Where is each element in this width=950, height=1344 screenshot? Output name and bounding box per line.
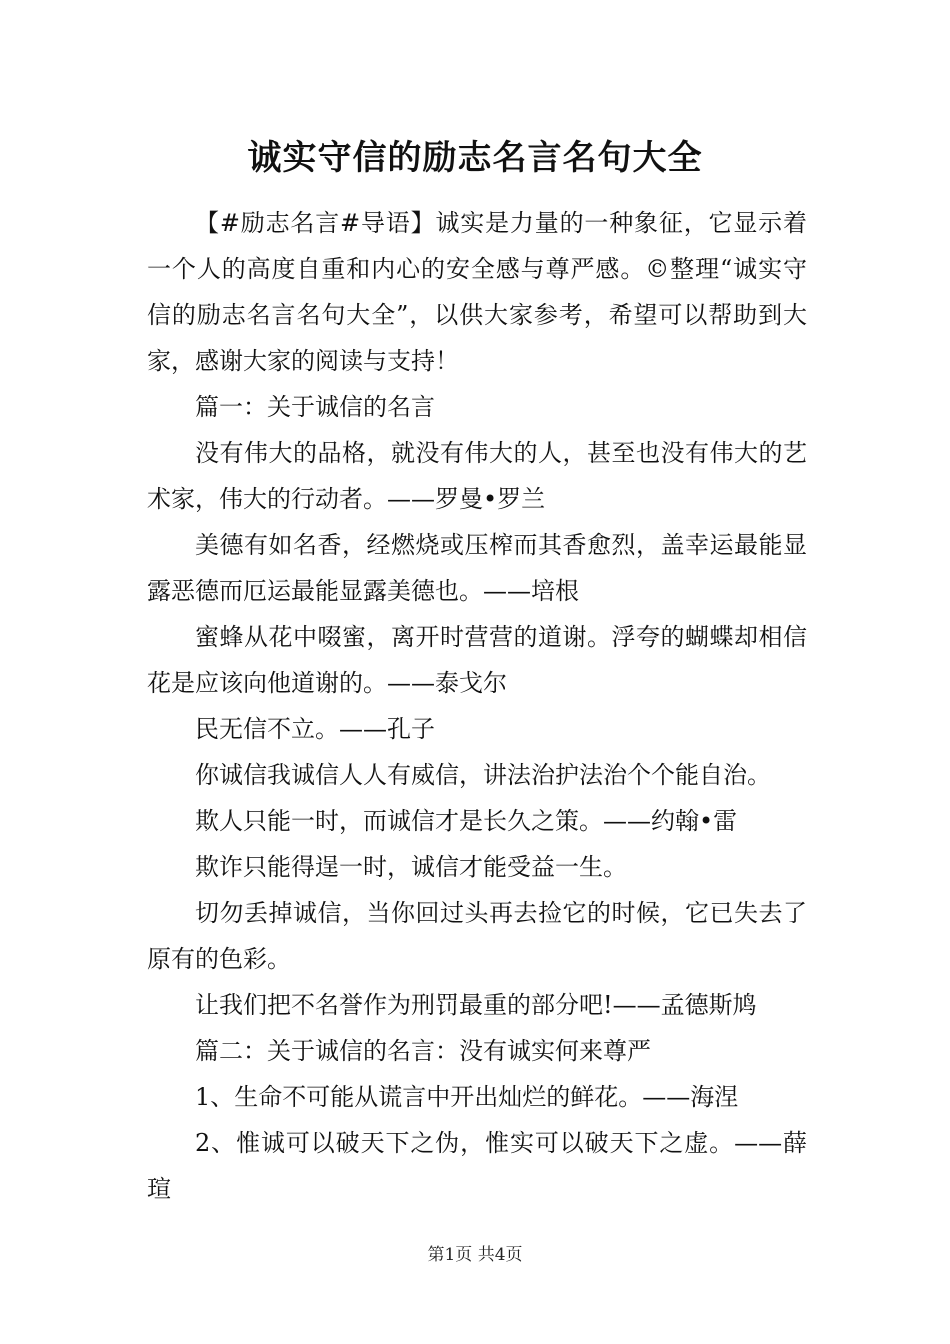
document-body xyxy=(147,200,807,1212)
quote-paragraph: 欺诈只能得逞一时，诚信才能受益一生。 xyxy=(195,853,627,881)
quote-paragraph: 没有伟大的品格，就没有伟大的人，甚至也没有伟大的艺术家，伟大的行动者。——罗曼•罗兰 xyxy=(147,439,807,513)
intro-paragraph: 【#励志名言#导语】诚实是力量的一种象征，它显示着一个人的高度自重和内心的安全感与尊严感。©整理“诚实守信的励志名言名句大全”，以供大家参考，希望可以帮助到大家，感谢大家的阅读与支持！ xyxy=(147,209,807,375)
quote-paragraph: 欺人只能一时，而诚信才是长久之策。——约翰•雷 xyxy=(195,807,738,835)
document-title: 诚实守信的励志名言名句大全 xyxy=(247,138,703,178)
section-heading-2: 篇二：关于诚信的名言：没有诚实何来尊严 xyxy=(195,1037,651,1065)
quote-paragraph: 让我们把不名誉作为刑罚最重的部分吧!——孟德斯鸠 xyxy=(195,991,757,1019)
quote-paragraph: 民无信不立。——孔子 xyxy=(195,715,435,743)
quote-paragraph: 美德有如名香，经燃烧或压榨而其香愈烈，盖幸运最能显露恶德而厄运最能显露美德也。——培根 xyxy=(147,531,807,605)
quote-paragraph: 你诚信我诚信人人有威信，讲法治护法治个个能自治。 xyxy=(195,761,771,789)
page-number-footer: 第1页 共4页 xyxy=(427,1245,523,1265)
numbered-quote: 2、惟诚可以破天下之伪，惟实可以破天下之虚。——薛瑄 xyxy=(147,1129,807,1203)
quote-paragraph: 蜜蜂从花中啜蜜，离开时营营的道谢。浮夸的蝴蝶却相信花是应该向他道谢的。——泰戈尔 xyxy=(147,623,807,697)
numbered-quote: 1、生命不可能从谎言中开出灿烂的鲜花。——海涅 xyxy=(195,1083,739,1111)
quote-paragraph: 切勿丢掉诚信，当你回过头再去捡它的时候，它已失去了原有的色彩。 xyxy=(147,899,807,973)
section-heading-1: 篇一：关于诚信的名言 xyxy=(195,393,435,421)
